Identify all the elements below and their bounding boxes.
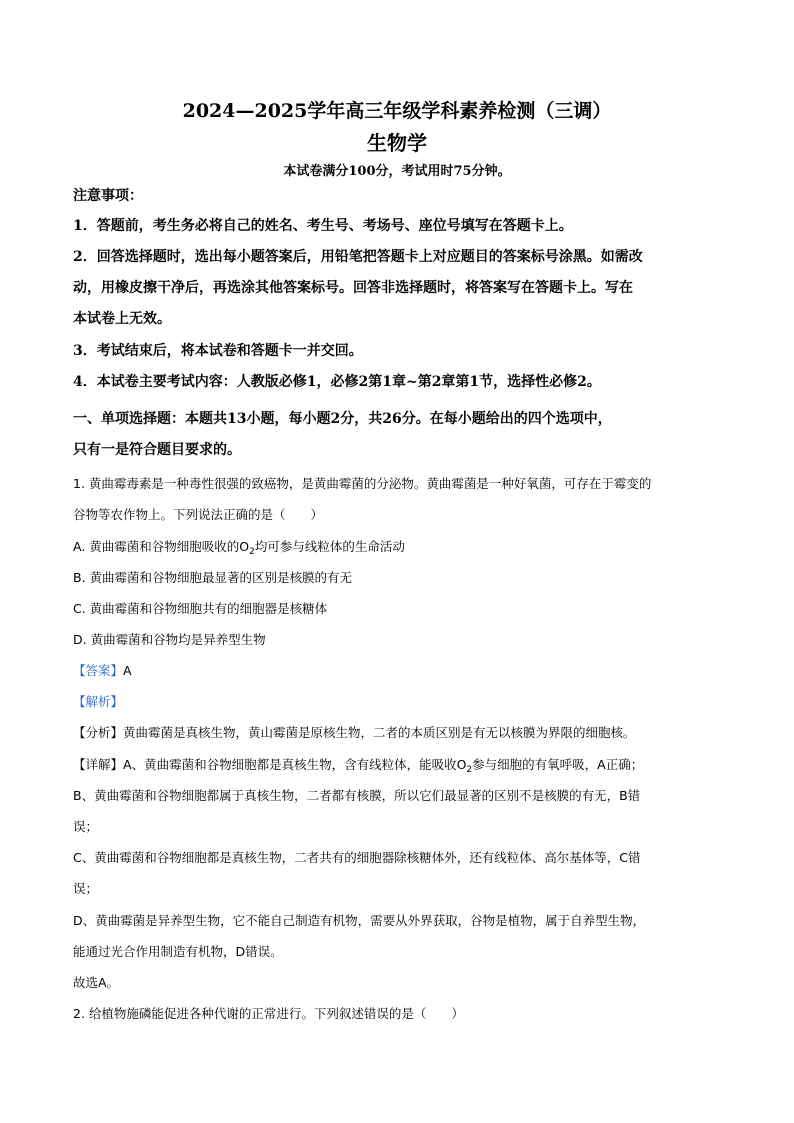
question-1-stem-line-2: 谷物等农作物上。下列说法正确的是（ ） bbox=[73, 507, 324, 522]
fenxi-line bbox=[73, 723, 636, 741]
detail-a-pre: A、黄曲霉菌和谷物细胞都是真核生物，含有线粒体，能吸收O bbox=[123, 757, 467, 772]
detail-b-line-2: 误； bbox=[73, 819, 99, 834]
option-a-subscript: 2 bbox=[249, 547, 255, 557]
fenxi-text: 黄曲霉菌是真核生物，黄山霉菌是原核生物，二者的本质区别是有无以核膜为界限的细胞核。 bbox=[123, 725, 636, 740]
notice-item-4: 4．本试卷主要考试内容：人教版必修1，必修2第1章~第2章第1节，选择性必修2。 bbox=[73, 374, 601, 390]
analysis-line bbox=[73, 692, 123, 710]
detail-b-line-1: B、黄曲霉菌和谷物细胞都属于真核生物，二者都有核膜，所以它们最显著的区别不是核膜的有无，B错 bbox=[73, 788, 641, 803]
conclusion-line: 故选A。 bbox=[73, 975, 120, 990]
section-1-heading-line-2: 只有一是符合题目要求的。 bbox=[73, 442, 241, 458]
detail-a-line bbox=[73, 755, 643, 775]
question-1-stem-line-1: 1. 黄曲霉毒素是一种毒性很强的致癌物，是黄曲霉菌的分泌物。黄曲霉菌是一种好氧菌，可存在于霉变的 bbox=[73, 476, 652, 491]
detail-d-line-2: 能通过光合作用制造有机物，D错误。 bbox=[73, 944, 283, 959]
analysis-tag: 【解析】 bbox=[73, 694, 124, 709]
detail-c-line-2: 误； bbox=[73, 881, 99, 896]
notice-item-2-line-1: 2．回答选择题时，选出每小题答案后，用铅笔把答题卡上对应题目的答案标号涂黑。如需改 bbox=[73, 249, 643, 265]
detail-c-line-1: C、黄曲霉菌和谷物细胞都是真核生物，二者共有的细胞器除核糖体外，还有线粒体、高尔基体等，C错 bbox=[73, 850, 641, 865]
option-a-text-post: 均可参与线粒体的生命活动 bbox=[254, 539, 405, 554]
exam-title: 2024—2025学年高三年级学科素养检测（三调） bbox=[182, 100, 612, 122]
question-1-option-a bbox=[73, 537, 405, 557]
exam-info: 本试卷满分100分，考试用时75分钟。 bbox=[283, 164, 511, 179]
option-a-text-pre: A. 黄曲霉菌和谷物细胞吸收的O bbox=[73, 539, 250, 554]
notice-item-2-line-3: 本试卷上无效。 bbox=[73, 311, 171, 327]
detail-tag: 【详解】 bbox=[73, 757, 124, 772]
detail-a-post: 参与细胞的有氧呼吸，A正确； bbox=[472, 757, 644, 772]
subject-title: 生物学 bbox=[367, 131, 427, 155]
answer-value: A bbox=[123, 663, 132, 678]
question-1-option-b: B. 黄曲霉菌和谷物细胞最显著的区别是核膜的有无 bbox=[73, 570, 353, 585]
question-2-stem: 2. 给植物施磷能促进各种代谢的正常进行。下列叙述错误的是（ ） bbox=[73, 1006, 464, 1021]
answer-tag: 【答案】 bbox=[73, 663, 124, 678]
detail-d-line-1: D、黄曲霉菌是异养型生物，它不能自己制造有机物，需要从外界获取，谷物是植物，属于自养型生物， bbox=[73, 913, 646, 928]
question-1-option-d: D. 黄曲霉菌和谷物均是异养型生物 bbox=[73, 632, 266, 647]
question-1-option-c: C. 黄曲霉菌和谷物细胞共有的细胞器是核糖体 bbox=[73, 601, 328, 616]
fenxi-tag: 【分析】 bbox=[73, 725, 124, 740]
notice-item-3: 3．考试结束后，将本试卷和答题卡一并交回。 bbox=[73, 343, 363, 359]
notice-heading: 注意事项： bbox=[73, 188, 143, 204]
detail-a-subscript: 2 bbox=[466, 765, 473, 775]
notice-item-1: 1．答题前，考生务必将自己的姓名、考生号、考场号、座位号填写在答题卡上。 bbox=[73, 218, 573, 234]
notice-item-2-line-2: 动，用橡皮擦干净后，再选涂其他答案标号。回答非选择题时，将答案写在答题卡上。写在 bbox=[73, 280, 633, 296]
section-1-heading-line-1: 一、单项选择题：本题共13小题，每小题2分，共26分。在每小题给出的四个选项中， bbox=[73, 411, 612, 427]
answer-line bbox=[73, 661, 132, 679]
